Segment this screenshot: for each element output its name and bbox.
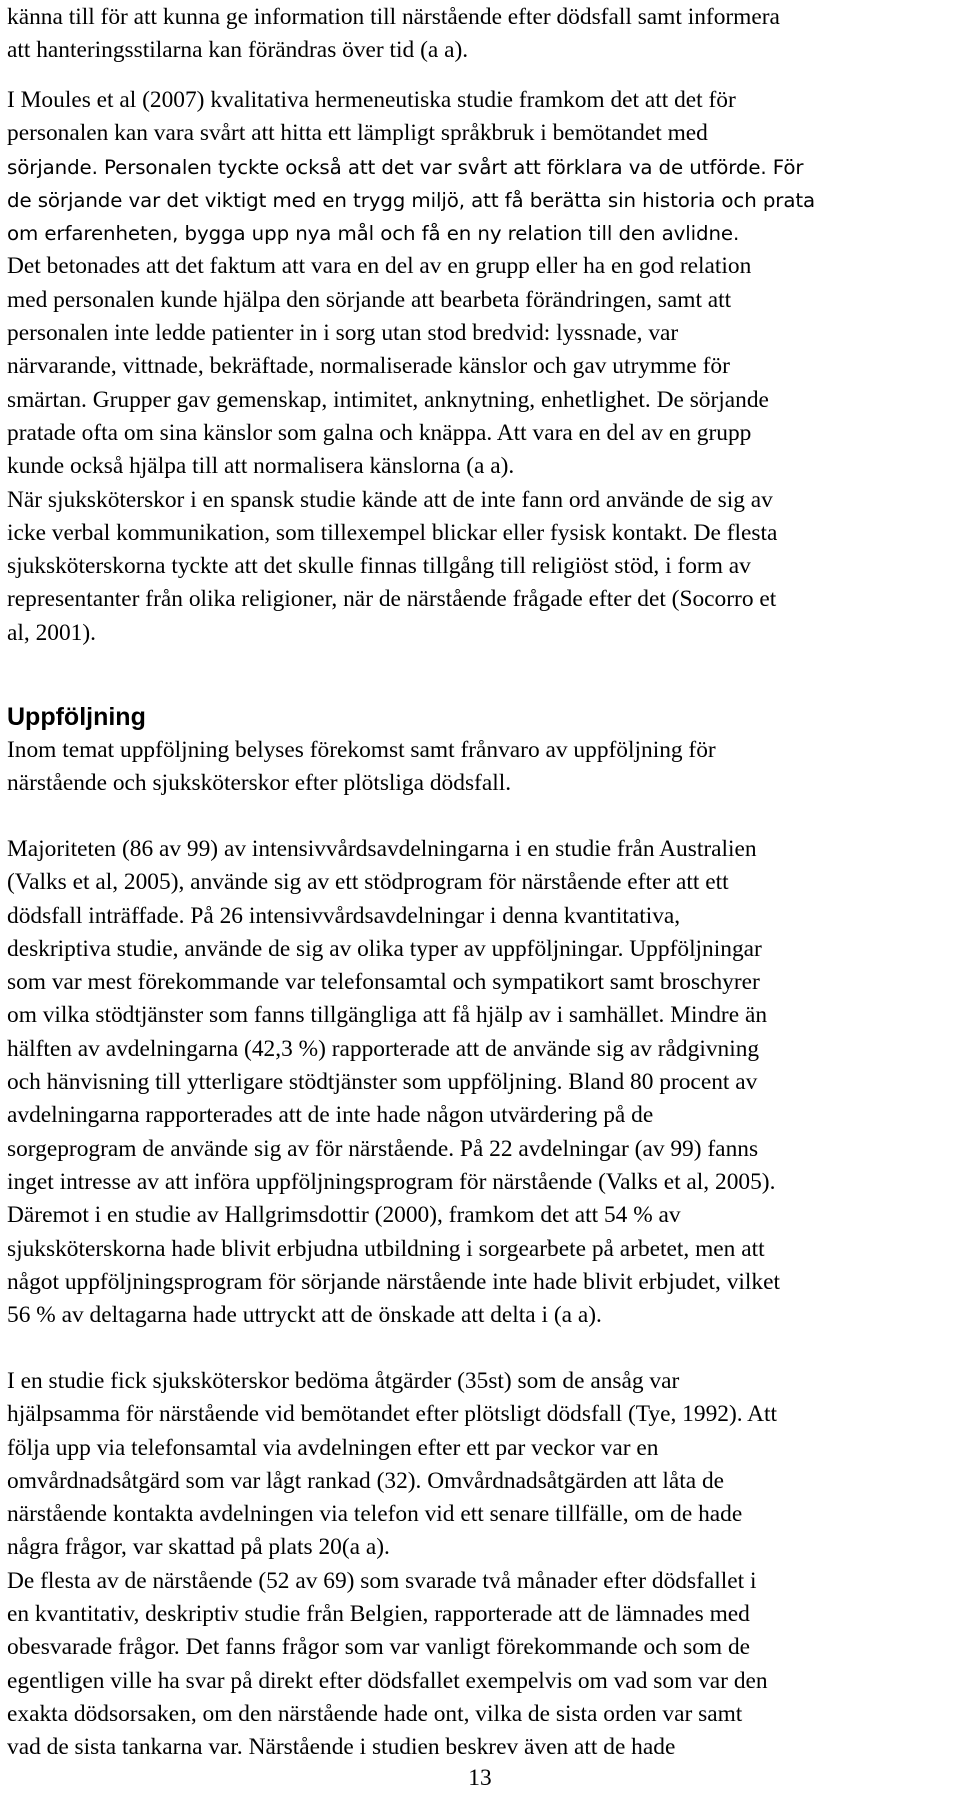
line: al, 2001).: [7, 619, 96, 646]
line: att hanteringsstilarna kan förändras över tid (a a).: [7, 37, 469, 64]
line: som var mest förekommande var telefonsamtal och sympatikort samt broschyrer: [7, 969, 760, 996]
line: personalen kan vara svårt att hitta ett lämpligt språkbruk i bemötandet med: [7, 120, 708, 147]
line: närstående och sjuksköterskor efter plötsliga dödsfall.: [7, 770, 512, 797]
paragraph-intro: [7, 1, 953, 68]
line: smärtan. Grupper gav gemenskap, intimitet, anknytning, enhetlighet. De sörjande: [7, 386, 769, 413]
line: När sjuksköterskor i en spansk studie kände att de inte fann ord använde de sig av: [7, 486, 773, 513]
line: dödsfall inträffade. På 26 intensivvårdsavdelningar i denna kvantitativa,: [7, 902, 681, 929]
section-heading: Uppföljning: [7, 703, 146, 731]
line: kunde också hjälpa till att normalisera känslorna (a a).: [7, 453, 515, 480]
line: och hänvisning till ytterligare stödtjänster som uppföljning. Bland 80 procent av: [7, 1069, 758, 1096]
line: sjuksköterskorna hade blivit erbjudna utbildning i sorgearbete på arbetet, men att: [7, 1235, 765, 1262]
line: närstående kontakta avdelningen via telefon vid ett senare tillfälle, om de hade: [7, 1501, 743, 1528]
line: med personalen kunde hjälpa den sörjande att bearbeta förändringen, samt att: [7, 286, 732, 313]
line: deskriptiva studie, använde de sig av olika typer av uppföljningar. Uppföljningar: [7, 935, 762, 962]
line: sorgeprogram de använde sig av för närstående. På 22 avdelningar (av 99) fanns: [7, 1135, 759, 1162]
line: om erfarenheten, bygga upp nya mål och få en ny relation till den avlidne.: [7, 222, 740, 246]
paragraph-tye: [7, 1365, 953, 1765]
line: representanter från olika religioner, när de närstående frågade efter det (Socorro et: [7, 586, 777, 613]
line: inget intresse av att införa uppföljningsprogram för närstående (Valks et al, 2005).: [7, 1168, 776, 1195]
line: 56 % av deltagarna hade uttryckt att de önskade att delta i (a a).: [7, 1302, 602, 1329]
line: om vilka stödtjänster som fanns tillgängliga att få hjälp av i samhället. Mindre än: [7, 1002, 768, 1029]
line: avdelningarna rapporterades att de inte hade någon utvärdering på de: [7, 1102, 654, 1129]
line: sörjande. Personalen tyckte också att det var svårt att förklara va de utförde. För: [7, 155, 804, 179]
paragraph-theme: [7, 734, 953, 801]
line: Majoriteten (86 av 99) av intensivvårdsavdelningarna i en studie från Australien: [7, 836, 757, 862]
line: något uppföljningsprogram för sörjande närstående inte hade blivit erbjudet, vilket: [7, 1268, 780, 1295]
line: sjuksköterskorna tyckte att det skulle finnas tillgång till religiöst stöd, i form av: [7, 553, 751, 580]
line: följa upp via telefonsamtal via avdelningen efter ett par veckor var en: [7, 1434, 659, 1461]
line: I Moules et al (2007) kvalitativa hermeneutiska studie framkom det att det för: [7, 87, 736, 113]
paragraph-valks: [7, 833, 953, 1332]
line: omvårdnadsåtgärd som var lågt rankad (32). Omvårdnadsåtgärden att låta de: [7, 1467, 725, 1494]
line: de sörjande var det viktigt med en trygg miljö, att få berätta sin historia och prata: [7, 188, 816, 212]
line: Det betonades att det faktum att vara en del av en grupp eller ha en god relation: [7, 253, 752, 280]
line: vad de sista tankarna var. Närstående i studien beskrev även att de hade: [7, 1734, 676, 1761]
line: I en studie fick sjuksköterskor bedöma åtgärder (35st) som de ansåg var: [7, 1368, 680, 1394]
line: en kvantitativ, deskriptiv studie från Belgien, rapporterade att de lämnades med: [7, 1601, 750, 1628]
line: egentligen ville ha svar på direkt efter dödsfallet exempelvis om vad som var den: [7, 1667, 768, 1694]
line: exakta dödsorsaken, om den närstående hade ont, vilka de sista orden var samt: [7, 1700, 743, 1727]
line: personalen inte ledde patienter in i sorg utan stod bredvid: lyssnade, var: [7, 320, 679, 347]
line: obesvarade frågor. Det fanns frågor som var vanligt förekommande och som de: [7, 1634, 751, 1661]
line: De flesta av de närstående (52 av 69) som svarade två månader efter dödsfallet i: [7, 1567, 757, 1594]
paragraph-moules: [7, 84, 953, 650]
line: Däremot i en studie av Hallgrimsdottir (2000), framkom det att 54 % av: [7, 1202, 681, 1229]
line: hjälpsamma för närstående vid bemötandet efter plötsligt dödsfall (Tye, 1992). Att: [7, 1401, 778, 1428]
line: pratade ofta om sina känslor som galna och knäppa. Att vara en del av en grupp: [7, 419, 752, 446]
line: några frågor, var skattad på plats 20(a a).: [7, 1534, 390, 1561]
line: (Valks et al, 2005), använde sig av ett stödprogram för närstående efter att ett: [7, 869, 729, 896]
line: känna till för att kunna ge information till närstående efter dödsfall samt informera: [7, 4, 780, 30]
line: icke verbal kommunikation, som tillexempel blickar eller fysisk kontakt. De flesta: [7, 519, 778, 546]
line: Inom temat uppföljning belyses förekomst samt frånvaro av uppföljning för: [7, 737, 716, 763]
line: närvarande, vittnade, bekräftade, normaliserade känslor och gav utrymme för: [7, 353, 730, 380]
line: hälften av avdelningarna (42,3 %) rapporterade att de använde sig av rådgivning: [7, 1035, 760, 1062]
page-number: 13: [468, 1765, 492, 1791]
